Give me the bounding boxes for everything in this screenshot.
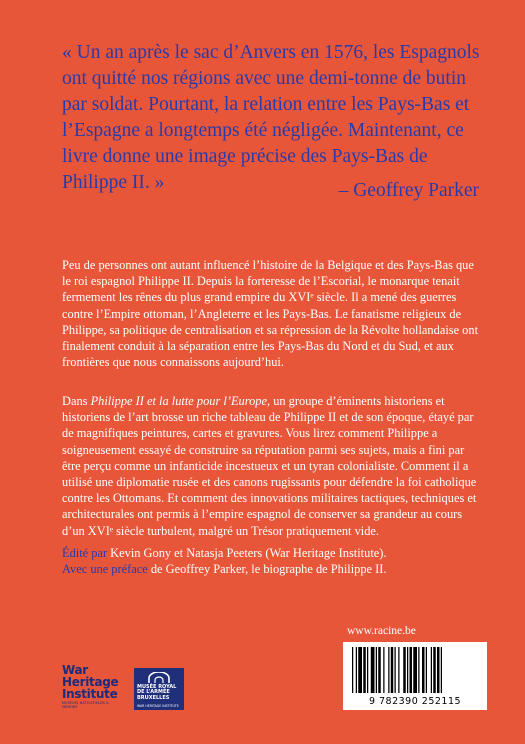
preface-line [62, 561, 502, 577]
barcode-bar [437, 647, 440, 693]
barcode-bar [356, 647, 357, 693]
barcode-bar [422, 647, 425, 693]
barcode-bar [441, 647, 442, 693]
logo-whi-line-2: Heritage [62, 675, 119, 689]
barcode-digits: 9 782390 252115 [368, 696, 462, 707]
barcode-bar [413, 647, 417, 693]
barcode-bars [344, 643, 486, 697]
editors-names: Kevin Gony et Natasja Peeters (War Heritage Institute). [107, 546, 387, 560]
barcode-bar [363, 647, 366, 693]
quote-author: – Geoffrey Parker [338, 180, 479, 201]
barcode-bar [433, 647, 436, 693]
paragraph-2-intro: Dans [62, 394, 91, 408]
logo-whi-line-1: War [62, 663, 88, 677]
logo-whi-line-3: Institute [62, 687, 118, 701]
barcode-bar [371, 647, 375, 693]
arch-icon [147, 672, 171, 683]
back-cover-quote: « Un an après le sac d’Anvers en 1576, les Espagnols ont quitté nos régions avec une demi-tonne de butin par soldat. Pourtant, la relation entre les Pays-Bas et l’Espagne a longtemps été négligée. Maintenant, ce livre donne une image précise des Pays-Bas de Philippe II. » [62, 42, 480, 193]
barcode-bar [407, 647, 408, 693]
musee-line-3: BRUXELLES [137, 694, 170, 701]
musee-line-2: DE L’ARMÉE [137, 689, 170, 696]
book-title: Philippe II et la lutte pour l’Europe [90, 394, 267, 408]
barcode-bar [403, 647, 406, 693]
musee-line-1: MUSÉE ROYAL [137, 684, 177, 690]
musee-name [137, 685, 181, 701]
description-paragraph-1: Peu de personnes ont autant influencé l’histoire de la Belgique et des Pays-Bas que le roi espagnol Philippe II. Depuis la forteresse de l’Escorial, le monarque tenait fermement les rênes du plus grand empire du XVIᵉ siècle. Il a mené des guerres contre l’Empire ottoman, l’Angleterre et les Pays-Bas. Le fanatisme religieux de Philippe, sa politique de centralisation et sa répression de la Révolte hollandaise ont finalement conduit à la séparation entre les Pays-Bas du Nord et du Sud, et aux frontières que nous connaissons aujourd’hui. [62, 258, 479, 370]
barcode-bar [378, 647, 381, 693]
war-heritage-institute-logo [62, 664, 118, 708]
musee-subtitle: WAR HERITAGE INSTITUTE [137, 704, 179, 708]
isbn-barcode [343, 642, 487, 710]
preface-author: de Geoffrey Parker, le biographe de Philippe II. [147, 562, 387, 577]
barcode-bar [358, 647, 362, 693]
logo-whi-tagline: MUSEUM, BATTLEFIELDS & MEMORY [62, 701, 109, 709]
barcode-bar [431, 647, 432, 693]
credits [62, 545, 502, 577]
paragraph-2-body: , un groupe d’éminents historiens et historiens de l’art brosse un riche tableau de Philippe II et de son époque, étayé par de magnifiques peintures, cartes et gravures. Vous lirez comment Philippe a soigneusement essayé de construire sa réputation parmi ses sujets, mais a fini par être perçu comme un infanticide incestueux et un tyran colonialiste. Comment il a utilisé une diplomatie rusée et des canons rugissants pour défendre la foi catholique contre les Ottomans. Et comment des innovations militaires tactiques, techniques et architecturales ont permis à l’empire espagnol de conserver sa grandeur au cours d’un XVIᵉ siècle turbulent, malgré un Trésor pratiquement vide. [62, 394, 477, 538]
barcode-bar [367, 647, 368, 693]
barcode-bar [352, 647, 353, 693]
publisher-website: www.racine.be [347, 625, 416, 637]
musee-royal-armee-logo [134, 668, 184, 710]
barcode-bar [388, 647, 389, 693]
barcode-bar [395, 647, 396, 693]
barcode-bar [391, 647, 394, 693]
barcode-bar [426, 647, 427, 693]
barcode-bar [398, 647, 399, 693]
editors-line [62, 545, 502, 561]
description-paragraph-2 [62, 393, 482, 539]
edited-by-label: Édité par [62, 546, 108, 560]
barcode-bar [418, 647, 419, 693]
barcode-bar [376, 647, 377, 693]
preface-label: Avec une préface [62, 562, 148, 577]
barcode-bar [383, 647, 384, 693]
barcode-bar [410, 647, 413, 693]
